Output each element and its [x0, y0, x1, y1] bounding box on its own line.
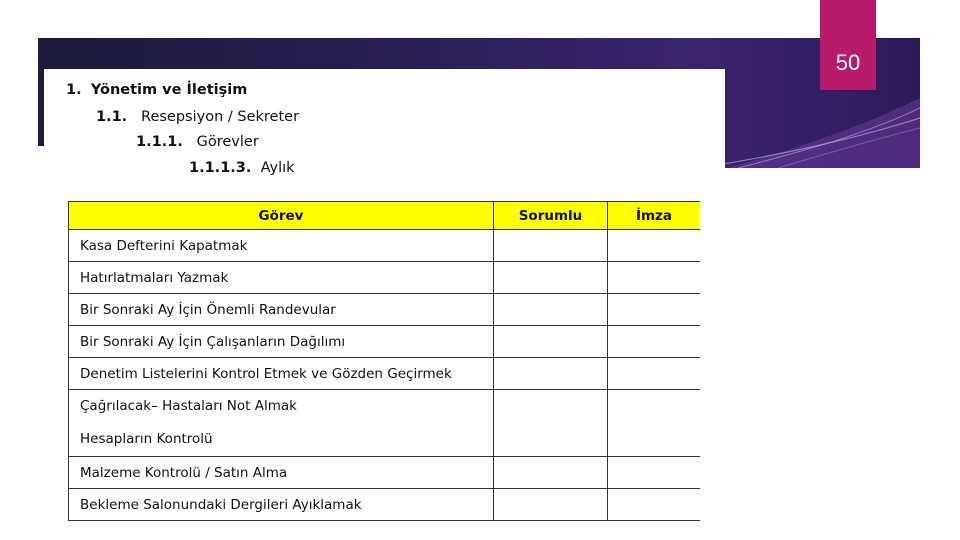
slide-number: 50	[835, 50, 861, 75]
table-row	[69, 390, 701, 457]
signature-cell	[608, 358, 701, 390]
slide-number-tab	[820, 0, 876, 90]
responsible-cell	[494, 489, 608, 521]
heading-level-1: 1. Yönetim ve İletişim	[66, 82, 248, 98]
responsible-cell	[494, 326, 608, 358]
heading-level-3: 1.1.1. Görevler	[136, 134, 259, 150]
task-cell: Malzeme Kontrolü / Satın Alma	[69, 457, 494, 489]
signature-cell	[608, 294, 701, 326]
task-cell	[69, 390, 494, 457]
task-line: Hesapların Kontrolü	[80, 431, 213, 447]
task-cell: Denetim Listelerini Kontrol Etmek ve Gözden Geçirmek	[69, 358, 494, 390]
heading-level-2: 1.1. Resepsiyon / Sekreter	[96, 109, 300, 125]
table-header-row	[69, 202, 701, 230]
signature-cell	[608, 457, 701, 489]
signature-cell	[608, 489, 701, 521]
task-cell: Bir Sonraki Ay İçin Çalışanların Dağılımı	[69, 326, 494, 358]
task-table	[68, 201, 700, 521]
task-cell: Hatırlatmaları Yazmak	[69, 262, 494, 294]
responsible-cell	[494, 262, 608, 294]
table-row	[69, 326, 701, 358]
responsible-cell	[494, 457, 608, 489]
column-header-responsible: Sorumlu	[494, 202, 608, 230]
responsible-cell	[494, 390, 608, 457]
responsible-cell	[494, 230, 608, 262]
column-header-signature: İmza	[608, 202, 701, 230]
task-line: Çağrılacak– Hastaları Not Almak	[80, 398, 297, 414]
table-row	[69, 489, 701, 521]
column-header-task: Görev	[69, 202, 494, 230]
task-cell: Bir Sonraki Ay İçin Önemli Randevular	[69, 294, 494, 326]
table-row	[69, 358, 701, 390]
responsible-cell	[494, 358, 608, 390]
signature-cell	[608, 326, 701, 358]
table-row	[69, 230, 701, 262]
responsible-cell	[494, 294, 608, 326]
table-row	[69, 262, 701, 294]
signature-cell	[608, 390, 701, 457]
signature-cell	[608, 262, 701, 294]
heading-level-4: 1.1.1.3. Aylık	[189, 160, 295, 176]
table-row	[69, 294, 701, 326]
task-cell: Bekleme Salonundaki Dergileri Ayıklamak	[69, 489, 494, 521]
task-cell: Kasa Defterini Kapatmak	[69, 230, 494, 262]
signature-cell	[608, 230, 701, 262]
table-row	[69, 457, 701, 489]
